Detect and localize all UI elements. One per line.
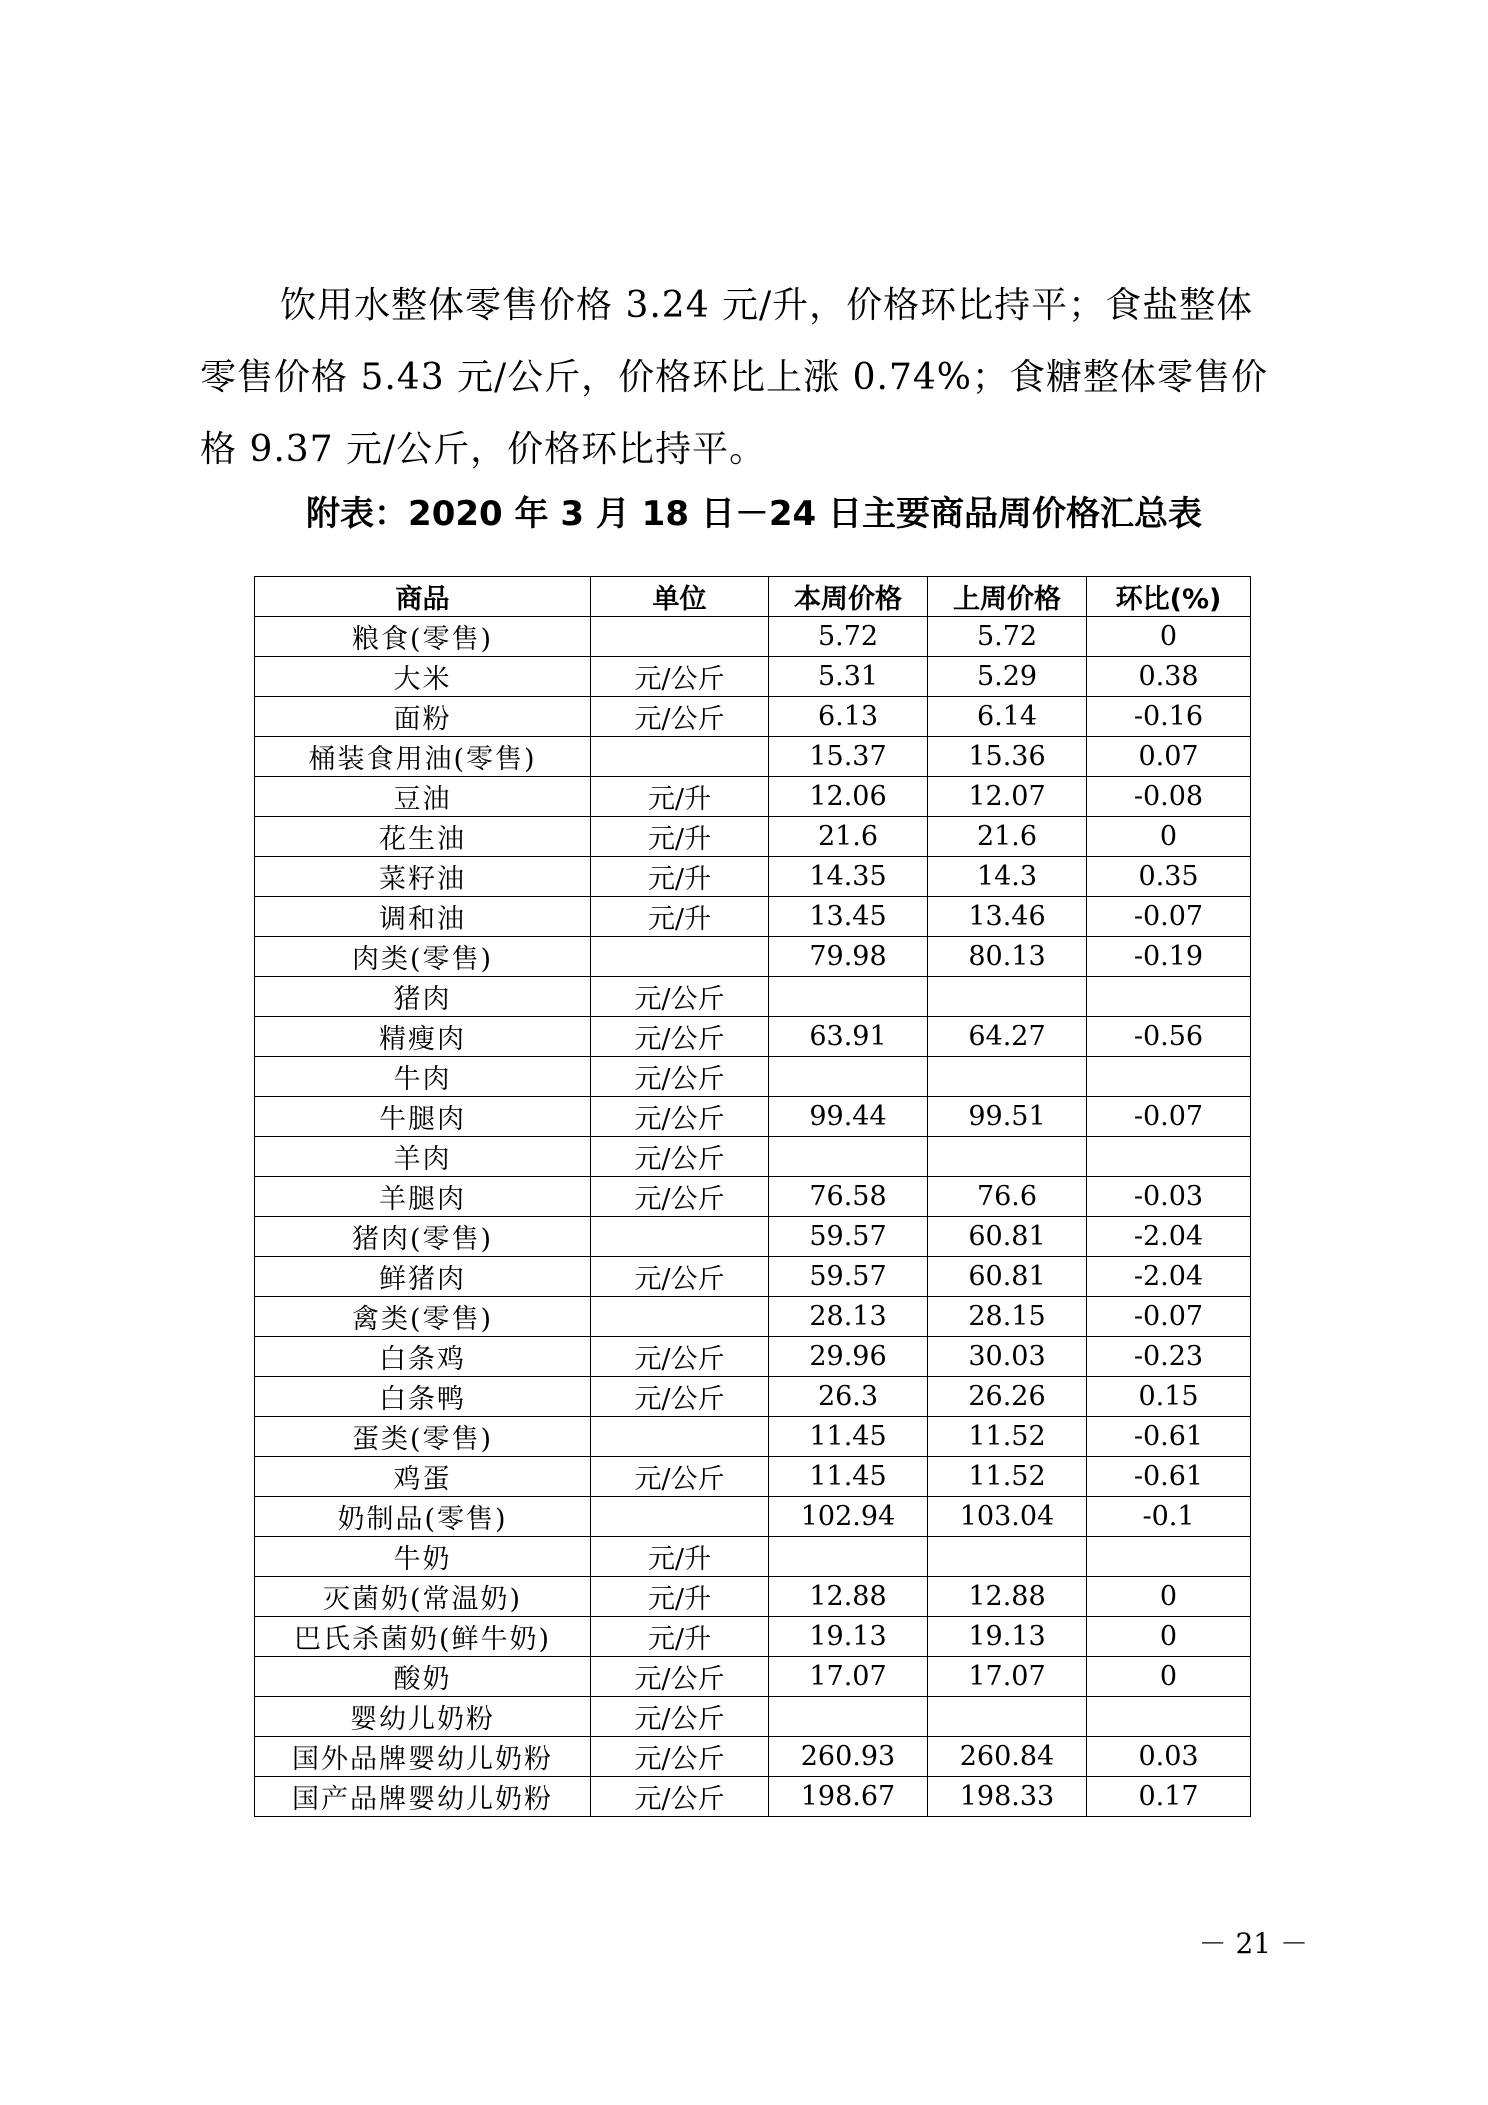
table-row: [255, 1657, 1251, 1697]
cell-this-week: 6.13: [769, 697, 928, 737]
cell-last-week: 11.52: [928, 1457, 1087, 1497]
cell-unit: 元/公斤: [591, 1017, 769, 1057]
cell-item: 大米: [255, 657, 591, 697]
cell-last-week: 80.13: [928, 937, 1087, 977]
table-row: [255, 1337, 1251, 1377]
header-last-week: 上周价格: [928, 577, 1087, 617]
cell-unit: 元/公斤: [591, 1377, 769, 1417]
table-row: [255, 1737, 1251, 1777]
cell-last-week: [928, 977, 1087, 1017]
cell-unit: 元/升: [591, 897, 769, 937]
cell-change: 0.35: [1087, 857, 1251, 897]
table-row: [255, 1377, 1251, 1417]
cell-this-week: 14.35: [769, 857, 928, 897]
paragraph-line-3: 格 9.37 元/公斤，价格环比持平。: [200, 429, 767, 470]
cell-last-week: 15.36: [928, 737, 1087, 777]
cell-change: 0: [1087, 817, 1251, 857]
cell-unit: 元/公斤: [591, 1337, 769, 1377]
cell-change: -0.61: [1087, 1457, 1251, 1497]
cell-last-week: 19.13: [928, 1617, 1087, 1657]
cell-item: 粮食(零售): [255, 617, 591, 657]
cell-last-week: 14.3: [928, 857, 1087, 897]
table-row: [255, 977, 1251, 1017]
table-row: [255, 1057, 1251, 1097]
cell-unit: 元/公斤: [591, 977, 769, 1017]
cell-this-week: [769, 977, 928, 1017]
cell-this-week: 12.88: [769, 1577, 928, 1617]
cell-unit: [591, 1417, 769, 1457]
cell-last-week: 6.14: [928, 697, 1087, 737]
table-row: [255, 1417, 1251, 1457]
cell-item: 巴氏杀菌奶(鲜牛奶): [255, 1617, 591, 1657]
cell-unit: 元/公斤: [591, 1257, 769, 1297]
cell-this-week: 26.3: [769, 1377, 928, 1417]
cell-last-week: 5.29: [928, 657, 1087, 697]
cell-last-week: 26.26: [928, 1377, 1087, 1417]
table-row: [255, 1697, 1251, 1737]
cell-item: 肉类(零售): [255, 937, 591, 977]
cell-this-week: 63.91: [769, 1017, 928, 1057]
cell-item: 羊腿肉: [255, 1177, 591, 1217]
cell-last-week: 64.27: [928, 1017, 1087, 1057]
cell-item: 灭菌奶(常温奶): [255, 1577, 591, 1617]
cell-unit: 元/升: [591, 1537, 769, 1577]
price-summary-table: [254, 576, 1251, 1817]
cell-this-week: 59.57: [769, 1257, 928, 1297]
cell-this-week: 12.06: [769, 777, 928, 817]
cell-this-week: 102.94: [769, 1497, 928, 1537]
cell-unit: 元/公斤: [591, 1697, 769, 1737]
cell-item: 菜籽油: [255, 857, 591, 897]
cell-this-week: 260.93: [769, 1737, 928, 1777]
cell-last-week: 13.46: [928, 897, 1087, 937]
cell-last-week: 60.81: [928, 1217, 1087, 1257]
cell-last-week: 260.84: [928, 1737, 1087, 1777]
cell-last-week: 17.07: [928, 1657, 1087, 1697]
table-row: [255, 1537, 1251, 1577]
cell-this-week: [769, 1137, 928, 1177]
cell-unit: 元/公斤: [591, 1097, 769, 1137]
cell-item: 鸡蛋: [255, 1457, 591, 1497]
cell-last-week: 11.52: [928, 1417, 1087, 1457]
cell-change: -0.1: [1087, 1497, 1251, 1537]
cell-item: 猪肉: [255, 977, 591, 1017]
cell-change: [1087, 1697, 1251, 1737]
cell-unit: [591, 1297, 769, 1337]
cell-unit: [591, 1497, 769, 1537]
cell-unit: 元/升: [591, 777, 769, 817]
cell-this-week: 15.37: [769, 737, 928, 777]
cell-unit: 元/公斤: [591, 1657, 769, 1697]
cell-change: -0.19: [1087, 937, 1251, 977]
body-paragraph: [200, 270, 1308, 486]
cell-unit: 元/公斤: [591, 1177, 769, 1217]
cell-item: 豆油: [255, 777, 591, 817]
table-row: [255, 1137, 1251, 1177]
page-number: － 21 －: [1198, 1927, 1308, 1960]
cell-last-week: 21.6: [928, 817, 1087, 857]
table-row: [255, 817, 1251, 857]
cell-item: 精瘦肉: [255, 1017, 591, 1057]
table-row: [255, 1577, 1251, 1617]
table-body: [255, 617, 1251, 1817]
cell-this-week: 11.45: [769, 1457, 928, 1497]
header-change: 环比(%): [1087, 577, 1251, 617]
cell-this-week: 17.07: [769, 1657, 928, 1697]
cell-unit: 元/公斤: [591, 1457, 769, 1497]
table-row: [255, 1177, 1251, 1217]
cell-change: 0.07: [1087, 737, 1251, 777]
cell-change: -0.08: [1087, 777, 1251, 817]
cell-unit: 元/升: [591, 817, 769, 857]
header-this-week: 本周价格: [769, 577, 928, 617]
paragraph-line-1: 饮用水整体零售价格 3.24 元/升，价格环比持平；食盐整体: [280, 285, 1254, 326]
cell-item: 国外品牌婴幼儿奶粉: [255, 1737, 591, 1777]
cell-unit: 元/升: [591, 1577, 769, 1617]
cell-item: 羊肉: [255, 1137, 591, 1177]
cell-this-week: 13.45: [769, 897, 928, 937]
cell-item: 奶制品(零售): [255, 1497, 591, 1537]
table-row: [255, 1297, 1251, 1337]
table-row: [255, 937, 1251, 977]
cell-change: 0: [1087, 617, 1251, 657]
cell-last-week: [928, 1137, 1087, 1177]
cell-last-week: 12.88: [928, 1577, 1087, 1617]
cell-item: 牛肉: [255, 1057, 591, 1097]
cell-last-week: 103.04: [928, 1497, 1087, 1537]
cell-this-week: 79.98: [769, 937, 928, 977]
cell-item: 调和油: [255, 897, 591, 937]
cell-this-week: 28.13: [769, 1297, 928, 1337]
cell-item: 牛奶: [255, 1537, 591, 1577]
table-row: [255, 1777, 1251, 1817]
cell-change: 0: [1087, 1657, 1251, 1697]
cell-last-week: 12.07: [928, 777, 1087, 817]
cell-change: -0.23: [1087, 1337, 1251, 1377]
cell-item: 白条鸡: [255, 1337, 591, 1377]
cell-item: 婴幼儿奶粉: [255, 1697, 591, 1737]
table-row: [255, 617, 1251, 657]
cell-change: 0.03: [1087, 1737, 1251, 1777]
cell-unit: 元/公斤: [591, 657, 769, 697]
cell-this-week: 5.31: [769, 657, 928, 697]
cell-change: [1087, 1057, 1251, 1097]
table-row: [255, 1617, 1251, 1657]
table-row: [255, 697, 1251, 737]
cell-item: 鲜猪肉: [255, 1257, 591, 1297]
cell-last-week: 60.81: [928, 1257, 1087, 1297]
cell-change: -0.03: [1087, 1177, 1251, 1217]
cell-unit: 元/公斤: [591, 1737, 769, 1777]
cell-unit: [591, 737, 769, 777]
cell-last-week: [928, 1697, 1087, 1737]
table-row: [255, 1497, 1251, 1537]
cell-last-week: 99.51: [928, 1097, 1087, 1137]
cell-unit: 元/公斤: [591, 1057, 769, 1097]
cell-this-week: 11.45: [769, 1417, 928, 1457]
cell-last-week: 5.72: [928, 617, 1087, 657]
table-row: [255, 1097, 1251, 1137]
cell-change: [1087, 977, 1251, 1017]
cell-change: -2.04: [1087, 1217, 1251, 1257]
table-title: 附表：2020 年 3 月 18 日－24 日主要商品周价格汇总表: [306, 494, 1202, 534]
cell-change: [1087, 1137, 1251, 1177]
cell-item: 酸奶: [255, 1657, 591, 1697]
cell-this-week: 59.57: [769, 1217, 928, 1257]
cell-this-week: 19.13: [769, 1617, 928, 1657]
cell-change: 0: [1087, 1617, 1251, 1657]
cell-item: 禽类(零售): [255, 1297, 591, 1337]
cell-last-week: 76.6: [928, 1177, 1087, 1217]
cell-last-week: 30.03: [928, 1337, 1087, 1377]
cell-change: -2.04: [1087, 1257, 1251, 1297]
cell-last-week: [928, 1057, 1087, 1097]
table-row: [255, 777, 1251, 817]
cell-change: -0.56: [1087, 1017, 1251, 1057]
cell-last-week: [928, 1537, 1087, 1577]
table-row: [255, 737, 1251, 777]
cell-this-week: 5.72: [769, 617, 928, 657]
cell-unit: 元/升: [591, 857, 769, 897]
cell-change: [1087, 1537, 1251, 1577]
cell-unit: 元/公斤: [591, 697, 769, 737]
table-row: [255, 897, 1251, 937]
table-row: [255, 1257, 1251, 1297]
cell-item: 猪肉(零售): [255, 1217, 591, 1257]
table-row: [255, 857, 1251, 897]
cell-this-week: 76.58: [769, 1177, 928, 1217]
cell-last-week: 28.15: [928, 1297, 1087, 1337]
header-item: 商品: [255, 577, 591, 617]
table-row: [255, 1017, 1251, 1057]
cell-this-week: 21.6: [769, 817, 928, 857]
cell-unit: [591, 937, 769, 977]
table-row: [255, 657, 1251, 697]
cell-change: -0.07: [1087, 1297, 1251, 1337]
cell-item: 花生油: [255, 817, 591, 857]
cell-item: 桶装食用油(零售): [255, 737, 591, 777]
cell-unit: 元/公斤: [591, 1137, 769, 1177]
cell-change: 0.38: [1087, 657, 1251, 697]
cell-unit: 元/升: [591, 1617, 769, 1657]
cell-this-week: [769, 1697, 928, 1737]
paragraph-line-2: 零售价格 5.43 元/公斤，价格环比上涨 0.74%；食糖整体零售价: [200, 357, 1268, 398]
cell-item: 面粉: [255, 697, 591, 737]
cell-unit: 元/公斤: [591, 1777, 769, 1817]
cell-this-week: [769, 1537, 928, 1577]
cell-change: 0.17: [1087, 1777, 1251, 1817]
cell-this-week: 198.67: [769, 1777, 928, 1817]
cell-unit: [591, 617, 769, 657]
cell-change: -0.16: [1087, 697, 1251, 737]
cell-this-week: 29.96: [769, 1337, 928, 1377]
cell-unit: [591, 1217, 769, 1257]
cell-change: -0.07: [1087, 1097, 1251, 1137]
cell-item: 国产品牌婴幼儿奶粉: [255, 1777, 591, 1817]
table-row: [255, 1457, 1251, 1497]
cell-change: -0.61: [1087, 1417, 1251, 1457]
cell-last-week: 198.33: [928, 1777, 1087, 1817]
cell-change: 0: [1087, 1577, 1251, 1617]
table-header-row: [255, 577, 1251, 617]
cell-item: 白条鸭: [255, 1377, 591, 1417]
cell-change: 0.15: [1087, 1377, 1251, 1417]
table-row: [255, 1217, 1251, 1257]
cell-this-week: 99.44: [769, 1097, 928, 1137]
cell-item: 牛腿肉: [255, 1097, 591, 1137]
header-unit: 单位: [591, 577, 769, 617]
cell-item: 蛋类(零售): [255, 1417, 591, 1457]
cell-change: -0.07: [1087, 897, 1251, 937]
cell-this-week: [769, 1057, 928, 1097]
